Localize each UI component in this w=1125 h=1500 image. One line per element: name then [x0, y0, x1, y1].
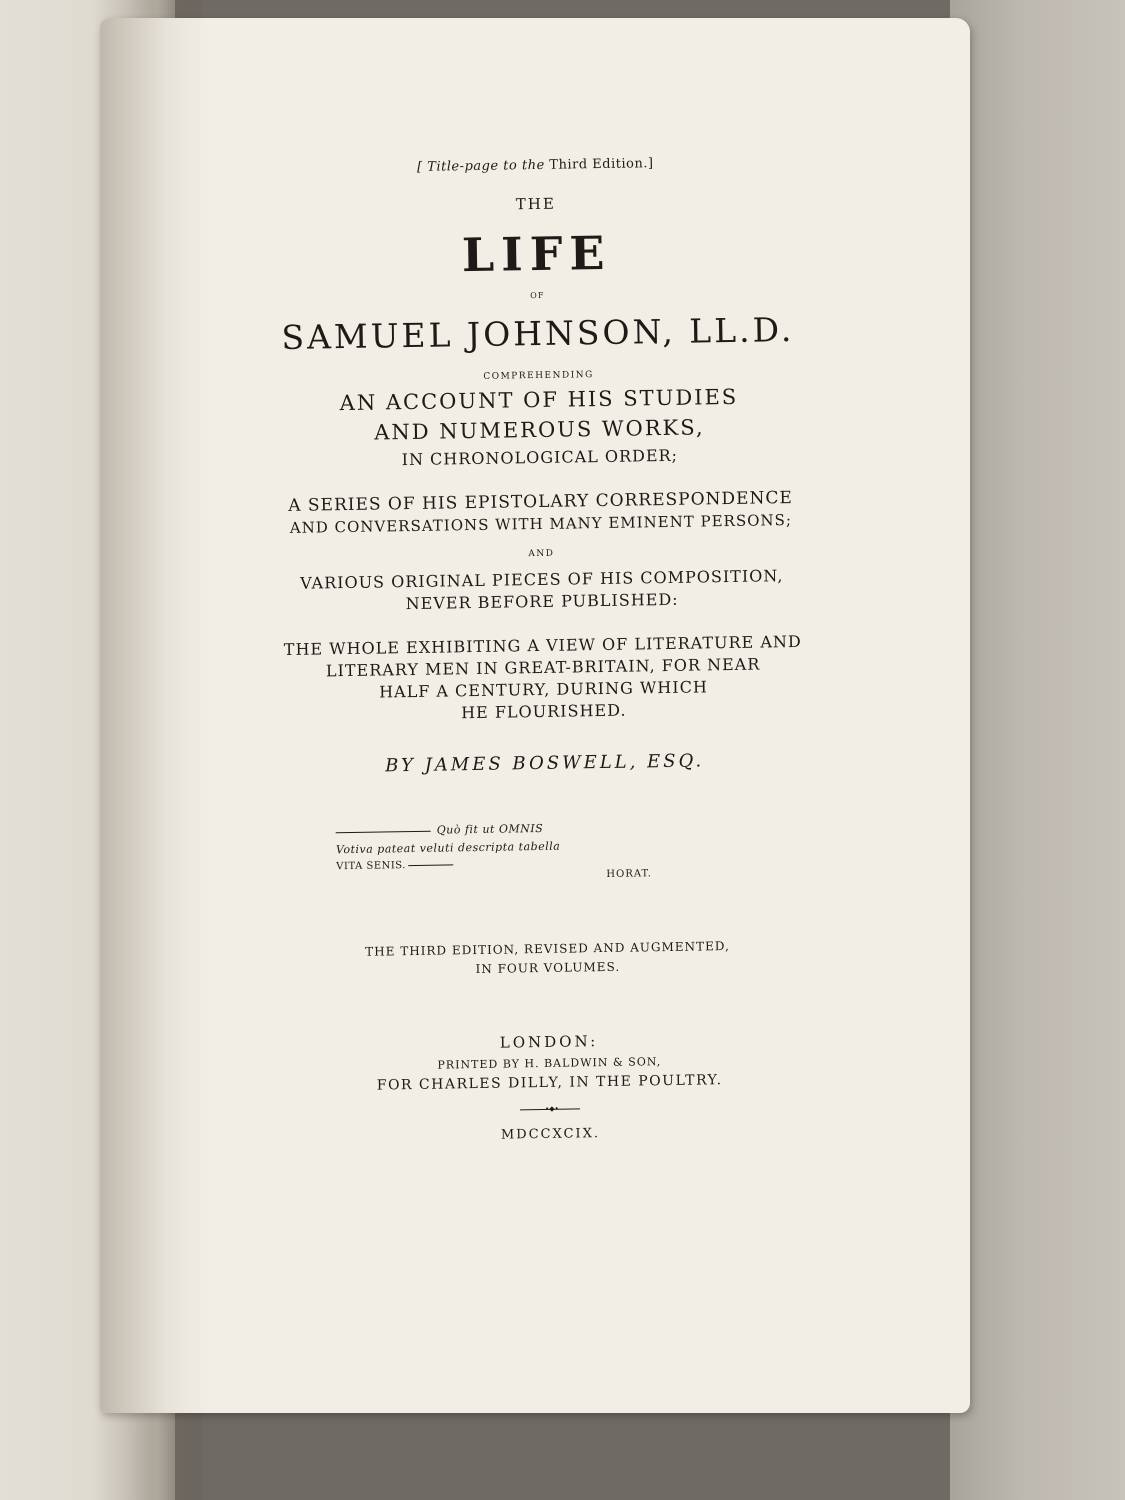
ornament-rule: •◆•	[520, 1104, 580, 1113]
whole-line-2: LITERARY MEN IN GREAT-BRITAIN, FOR NEAR	[325, 654, 761, 681]
whole-line-3: HALF A CENTURY, DURING WHICH	[378, 677, 708, 702]
background-surface	[950, 0, 1125, 1500]
account-line-1: AN ACCOUNT OF HIS STUDIES	[339, 384, 739, 416]
whole-line-1: THE WHOLE EXHIBITING A VIEW OF LITERATURE AND	[283, 631, 802, 660]
epigraph-line-2: Votiva pateat veluti descripta tabella	[335, 839, 561, 857]
epigraph-attribution: HORAT.	[606, 868, 652, 880]
pieces-line-2: NEVER BEFORE PUBLISHED:	[405, 589, 679, 614]
whole-line-4: HE FLOURISHED.	[460, 700, 627, 723]
imprint-printer: PRINTED BY H. BALDWIN & SON,	[437, 1055, 662, 1072]
edition-note: [ Title-page to the Third Edition.]	[416, 156, 654, 175]
title-the: THE	[515, 194, 557, 214]
edition-line-1: THE THIRD EDITION, REVISED AND AUGMENTED,	[365, 939, 730, 959]
epigraph	[336, 819, 757, 904]
imprint-city: LONDON:	[499, 1032, 599, 1052]
title-of: OF	[530, 290, 545, 301]
subject-name: SAMUEL JOHNSON, LL.D.	[281, 309, 795, 358]
imprint-year: MDCCXCIX.	[500, 1126, 601, 1143]
series-line-1: A SERIES OF HIS EPISTOLARY CORRESPONDENCE	[288, 487, 793, 516]
series-line-2: AND CONVERSATIONS WITH MANY EMINENT PERSONS;	[289, 511, 793, 537]
epigraph-line-3: VITA SENIS.	[336, 859, 453, 872]
comprehending-label: COMPREHENDING	[483, 370, 594, 382]
pieces-line-1: VARIOUS ORIGINAL PIECES OF HIS COMPOSITION,	[299, 566, 784, 593]
imprint-publisher: FOR CHARLES DILLY, IN THE POULTRY.	[376, 1072, 723, 1094]
edition-line-2: IN FOUR VOLUMES.	[475, 959, 621, 977]
account-line-2: AND NUMEROUS WORKS,	[374, 415, 705, 445]
title-life: LIFE	[461, 225, 612, 283]
and-label: AND	[528, 548, 555, 560]
chronological-line: IN CHRONOLOGICAL ORDER;	[401, 445, 679, 470]
epigraph-line-1: Quò fit ut OMNIS	[336, 822, 544, 838]
title-page-text	[160, 144, 925, 1148]
author-line: BY JAMES BOSWELL, ESQ.	[384, 750, 705, 777]
